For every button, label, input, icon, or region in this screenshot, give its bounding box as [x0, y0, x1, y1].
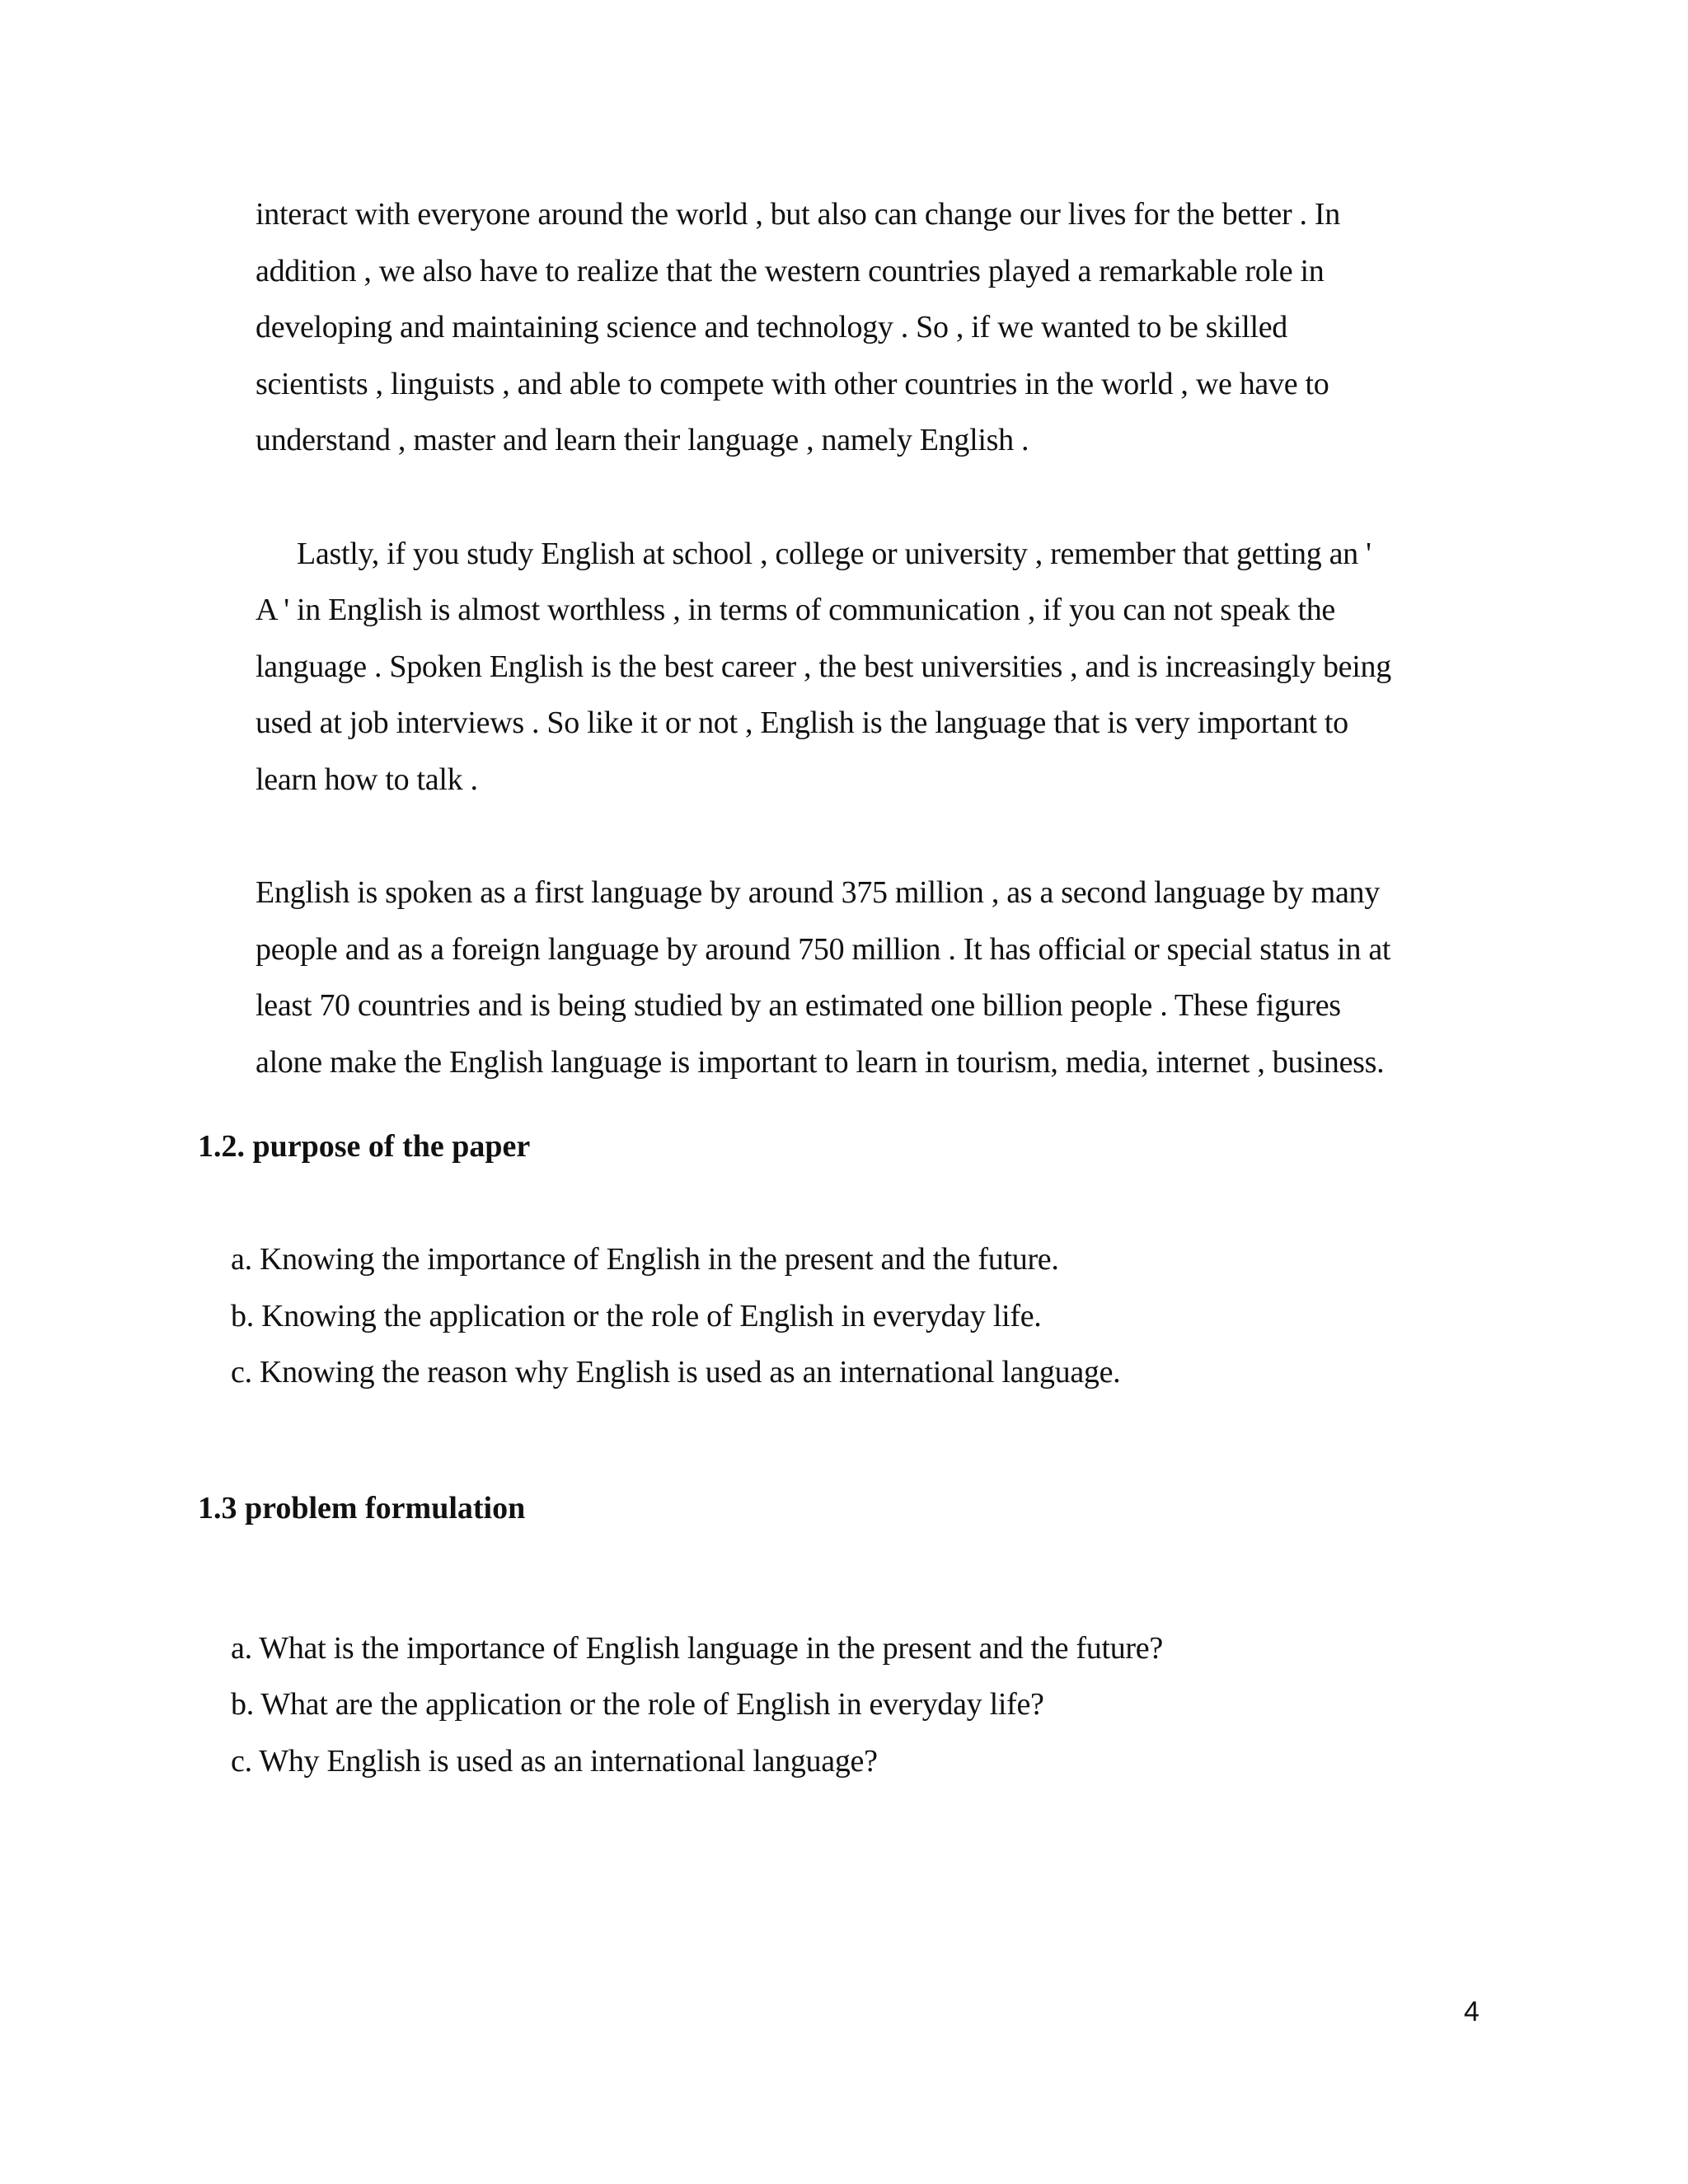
- problem-item-b: b. What are the application or the role of English in everyday life?: [231, 1687, 1044, 1722]
- page-number: 4: [1464, 1996, 1479, 2027]
- problem-item-c: c. Why English is used as an international language?: [231, 1744, 878, 1779]
- problem-item-a: a. What is the importance of English language in the present and the future?: [231, 1631, 1163, 1666]
- purpose-item-c: c. Knowing the reason why English is used as an international language.: [231, 1355, 1121, 1390]
- paragraph-2-line-5: learn how to talk .: [256, 762, 478, 797]
- paragraph-3-line-4: alone make the English language is important to learn in tourism, media, internet , business.: [256, 1045, 1385, 1080]
- paragraph-3-line-3: least 70 countries and is being studied by an estimated one billion people . These figures: [256, 988, 1341, 1023]
- paragraph-2-line-4: used at job interviews . So like it or not , English is the language that is very important to: [256, 705, 1348, 740]
- paragraph-2-line-2: A ' in English is almost worthless , in terms of communication , if you can not speak the: [256, 593, 1335, 627]
- section-heading-problem-formulation: 1.3 problem formulation: [198, 1491, 526, 1526]
- purpose-item-a: a. Knowing the importance of English in the present and the future.: [231, 1242, 1059, 1277]
- section-heading-purpose: 1.2. purpose of the paper: [198, 1129, 531, 1164]
- paragraph-1-line-1: interact with everyone around the world , but also can change our lives for the better . In: [256, 197, 1340, 232]
- paragraph-3-line-2: people and as a foreign language by around 750 million . It has official or special status in at: [256, 932, 1391, 967]
- paragraph-1-line-2: addition , we also have to realize that the western countries played a remarkable role in: [256, 254, 1325, 288]
- paragraph-2-line-1: Lastly, if you study English at school , college or university , remember that getting an ': [297, 537, 1372, 571]
- paragraph-2-line-3: language . Spoken English is the best career , the best universities , and is increasingly being: [256, 649, 1391, 684]
- paragraph-1-line-4: scientists , linguists , and able to compete with other countries in the world , we have to: [256, 367, 1329, 401]
- paragraph-1-line-3: developing and maintaining science and technology . So , if we wanted to be skilled: [256, 310, 1287, 344]
- purpose-item-b: b. Knowing the application or the role of English in everyday life.: [231, 1299, 1042, 1333]
- paragraph-1-line-5: understand , master and learn their language , namely English .: [256, 423, 1029, 457]
- paragraph-3-line-1: English is spoken as a first language by around 375 million , as a second language by many: [256, 875, 1380, 910]
